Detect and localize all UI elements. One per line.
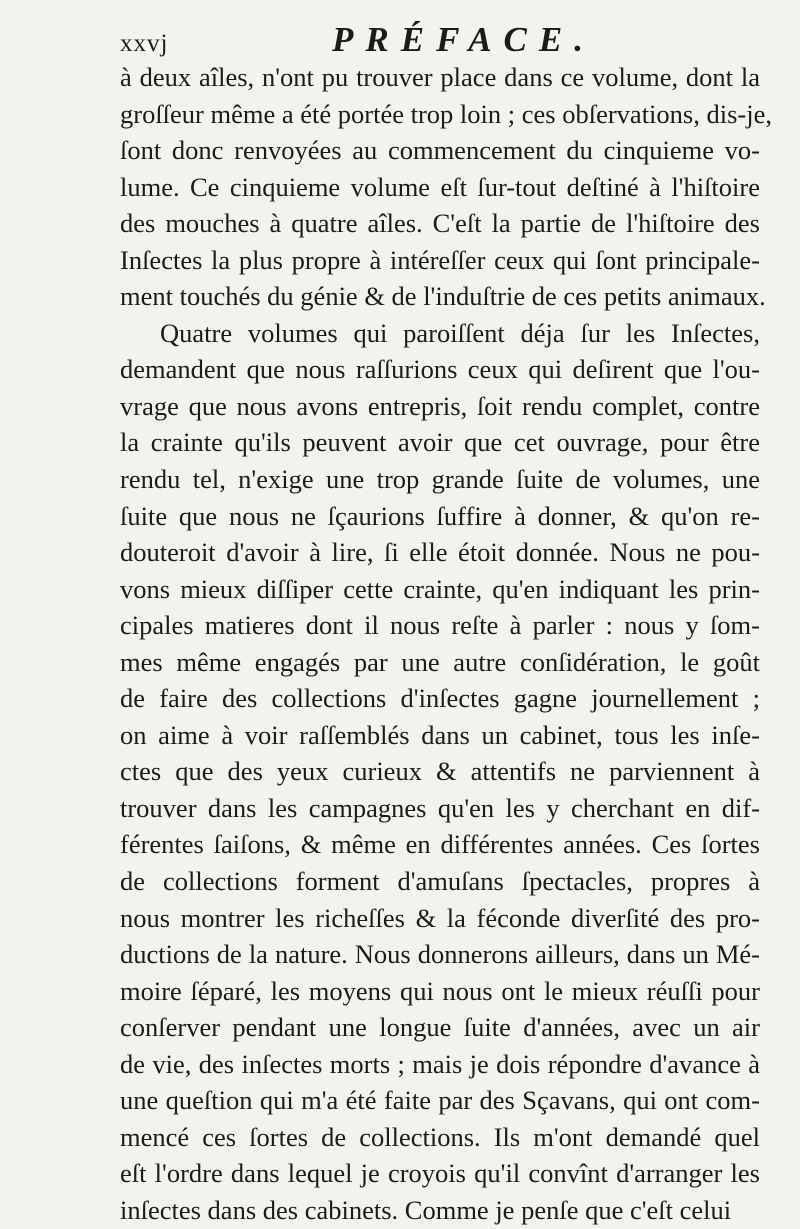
text-line: férentes ſaiſons, & même en différentes années. Ces ſortes xyxy=(120,829,760,860)
text-line: rendu tel, n'exige une trop grande ſuite de volumes, une xyxy=(120,464,760,495)
text-line: une queſtion qui m'a été faite par des Sçavans, qui ont com- xyxy=(120,1085,760,1116)
text-line: nous montrer les richeſſes & la féconde diverſité des pro- xyxy=(120,902,760,933)
text-line: moire ſéparé, les moyens qui nous ont le mieux réuſſi pour xyxy=(120,975,760,1006)
text-line: de collections forment d'amuſans ſpectacles, propres à xyxy=(120,866,760,897)
text-line: demandent que nous raſſurions ceux qui deſirent que l'ou- xyxy=(120,354,760,385)
text-line: ductions de la nature. Nous donnerons ailleurs, dans un Mé- xyxy=(120,939,760,970)
text-line: vrage que nous avons entrepris, ſoit rendu complet, contre xyxy=(120,390,760,421)
running-title: PRÉFACE. xyxy=(332,20,595,59)
text-line: de vie, des inſectes morts ; mais je dois répondre d'avance à xyxy=(120,1048,760,1079)
text-line: de faire des collections d'inſectes gagne journellement ; xyxy=(120,683,760,714)
text-line: conſerver pendant une longue ſuite d'années, avec un air xyxy=(120,1012,760,1043)
text-line: douteroit d'avoir à lire, ſi elle étoit donnée. Nous ne pou- xyxy=(120,537,760,568)
text-line: mencé ces ſortes de collections. Ils m'ont demandé quel xyxy=(120,1121,760,1152)
text-line: eſt l'ordre dans lequel je croyois qu'il convînt d'arranger les xyxy=(120,1158,760,1189)
text-line: ſuite que nous ne ſçaurions ſuffire à donner, & qu'on re- xyxy=(120,500,760,531)
text-line: la crainte qu'ils peuvent avoir que cet ouvrage, pour être xyxy=(120,427,760,458)
text-line: cipales matieres dont il nous reſte à parler : nous y ſom- xyxy=(120,610,760,641)
text-line: à deux aîles, n'ont pu trouver place dans ce volume, dont la xyxy=(120,62,760,92)
text-line: mes même engagés par une autre conſidération, le goût xyxy=(120,646,760,677)
text-line: Inſectes la plus propre à intéreſſer ceux qui ſont principale- xyxy=(120,244,760,275)
page-header xyxy=(120,18,760,60)
text-line: ſont donc renvoyées au commencement du cinquieme vo- xyxy=(120,135,760,166)
text-line: groſſeur même a été portée trop loin ; ces obſervations, dis-je, xyxy=(120,98,772,129)
text-line: vons mieux diſſiper cette crainte, qu'en indiquant les prin- xyxy=(120,573,760,604)
text-line: trouver dans les campagnes qu'en les y cherchant en dif- xyxy=(120,792,760,823)
text-line: on aime à voir raſſemblés dans un cabinet, tous les inſe- xyxy=(120,719,760,750)
text-line: des mouches à quatre aîles. C'eſt la partie de l'hiſtoire des xyxy=(120,208,760,239)
text-line: ment touchés du génie & de l'induſtrie de ces petits animaux. xyxy=(120,281,766,312)
paragraph-first-line: Quatre volumes qui paroiſſent déja ſur les Inſectes, xyxy=(160,317,760,348)
text-line: ctes que des yeux curieux & attentifs ne parviennent à xyxy=(120,756,760,787)
body-text xyxy=(120,59,772,1229)
text-line: lume. Ce cinquieme volume eſt ſur-tout deſtiné à l'hiſtoire xyxy=(120,171,760,202)
text-line: inſectes dans des cabinets. Comme je penſe que c'eſt celui xyxy=(120,1194,732,1225)
page-number: xxvj xyxy=(120,30,169,57)
